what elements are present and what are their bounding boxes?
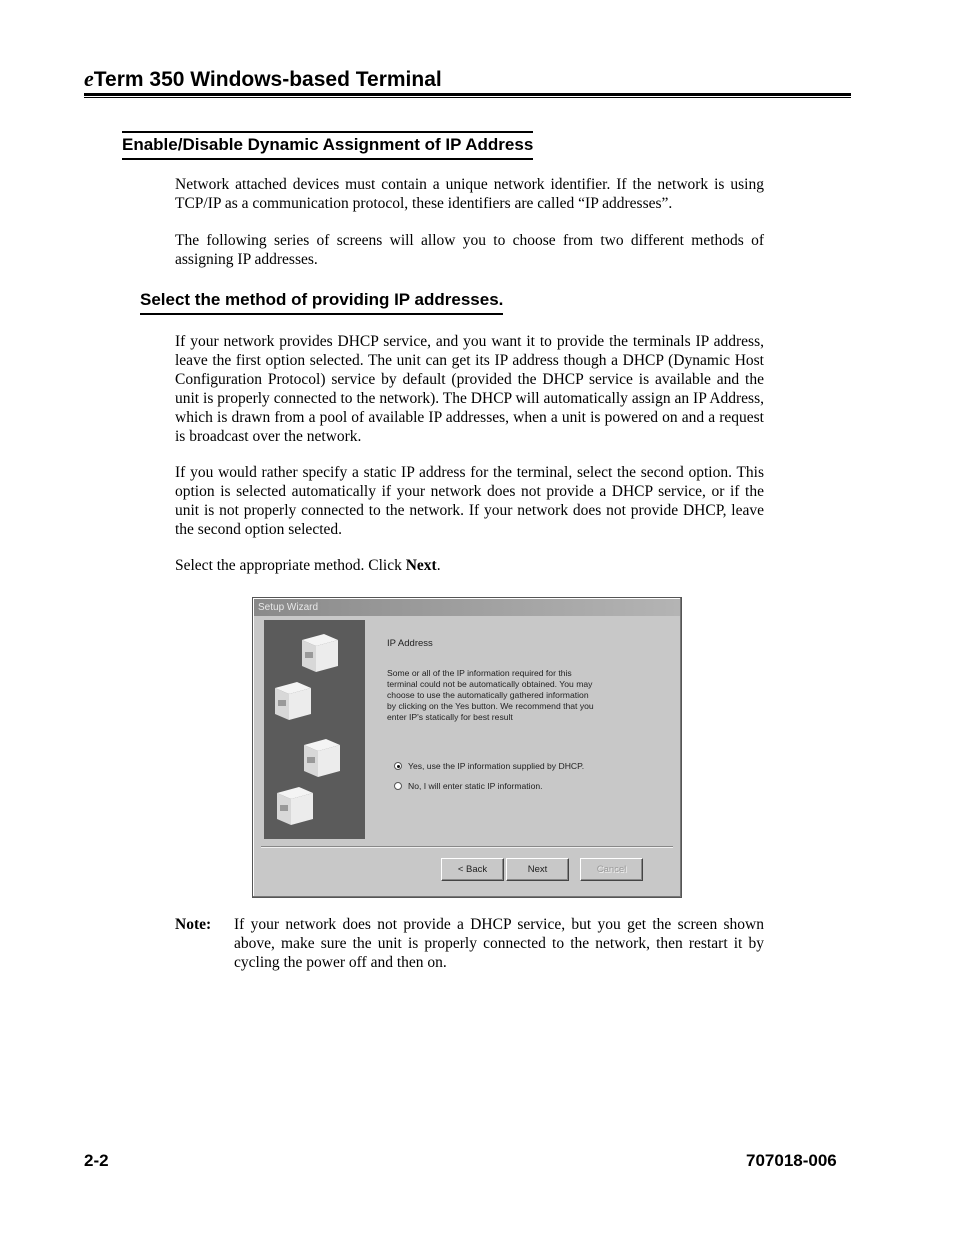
paragraph-dhcp: If your network provides DHCP service, and you want it to provide the terminals IP address, leave the first option selected. The unit can get its IP address though a DHCP (Dynamic Host Configuration Protocol) service by default (provided the DHCP service is available and the unit is properly connected to the network). The DHCP will automatically assign an IP Address, which is drawn from a pool of available IP addresses, when a unit is powered on and a request is broadcast over the network.	[175, 333, 764, 445]
back-button[interactable]: < Back	[441, 858, 504, 881]
next-button[interactable]: Next	[506, 858, 569, 881]
paragraph-static-ip: If you would rather specify a static IP address for the terminal, select the second option. This option is selected automatically if your network does not provide a DHCP service, or if the unit is not properly connected to the network. If your network does not provide DHCP, leave the second option selected.	[175, 464, 764, 538]
setup-wizard-screenshot	[252, 597, 682, 898]
header-title-text: Term 350 Windows-based Terminal	[93, 68, 442, 91]
dialog-separator	[261, 846, 673, 848]
cancel-button[interactable]: Cancel	[580, 858, 643, 881]
radio-button-selected[interactable]	[394, 762, 402, 770]
paragraph-network-identifier: Network attached devices must contain a unique network identifier. If the network is using TCP/IP as a communication protocol, these identifiers are called “IP addresses”.	[175, 176, 764, 212]
dialog-heading: IP Address	[387, 638, 433, 649]
radio-button-unselected[interactable]	[394, 782, 402, 790]
instruction-period: .	[436, 557, 441, 574]
computer-icon	[294, 630, 342, 676]
dialog-body-text: Some or all of the IP information required for this terminal could not be automatically obtained. You may choose to use the automatically gathered information by clicking on the Yes button. We recommend that you enter IP's statically for best result	[387, 668, 594, 722]
instruction-text: Select the appropriate method. Click	[175, 557, 406, 574]
document-header-title	[84, 66, 442, 92]
header-rule-thin	[84, 97, 851, 98]
note-text: If your network does not provide a DHCP service, but you get the screen shown above, make sure the unit is properly connected to the network, then restart it by cycling the power off and then on.	[234, 916, 764, 971]
wizard-side-panel	[264, 620, 365, 839]
dialog-titlebar: Setup Wizard	[254, 599, 680, 616]
header-rule-thick	[84, 93, 851, 96]
header-title-prefix: e	[84, 66, 94, 91]
section-heading-dynamic-ip: Enable/Disable Dynamic Assignment of IP Address	[122, 131, 533, 160]
paragraph-instruction	[175, 556, 764, 575]
paragraph-screens-intro: The following series of screens will allow you to choose from two different methods of assigning IP addresses.	[175, 232, 764, 268]
document-number: 707018-006	[746, 1151, 837, 1170]
radio-option-dhcp[interactable]	[394, 761, 584, 771]
radio-label-static: No, I will enter static IP information.	[408, 781, 543, 791]
computer-icon	[267, 678, 315, 724]
section-heading-select-method: Select the method of providing IP addresses.	[140, 290, 503, 315]
radio-label-dhcp: Yes, use the IP information supplied by DHCP.	[408, 761, 585, 771]
computer-icon	[269, 783, 317, 829]
instruction-next-keyword: Next	[405, 557, 437, 574]
computer-icon	[296, 735, 344, 781]
page-number: 2-2	[84, 1151, 109, 1170]
note-label: Note:	[175, 916, 212, 933]
radio-option-static[interactable]	[394, 781, 543, 791]
